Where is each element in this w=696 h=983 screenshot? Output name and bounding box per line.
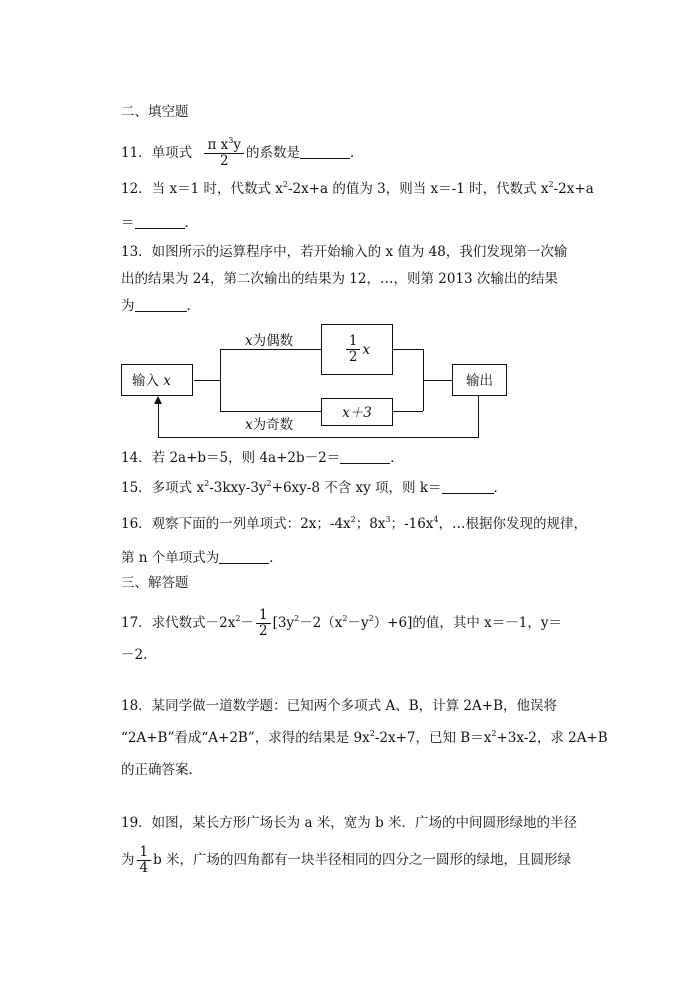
- section2-title: 二、填空题: [121, 104, 189, 120]
- question-13-line1: 13．如图所示的运算程序中，若开始输入的 x 值为 48，我们发现第一次输: [121, 244, 568, 260]
- half-box: $\frac{1}{2}$ x: [321, 324, 393, 375]
- answer-blank: [300, 144, 350, 159]
- even-label: x为偶数: [245, 333, 294, 349]
- question-19-line1: 19．如图，某长方形广场长为 a 米，宽为 b 米．广场的中间圆形绿地的半径: [121, 815, 578, 831]
- question-17-line2: －2.: [121, 647, 148, 663]
- answer-blank: [219, 549, 269, 564]
- wire-output-down: [478, 396, 479, 437]
- question-18-line2: “2A+B”看成“A+2B”，求得的结果是 $9x^2-2x+7$，已知 $B=x^2+3x-2$，求 2A+B: [121, 729, 608, 746]
- answer-blank: [442, 479, 494, 494]
- wire-left-vertical: [220, 349, 221, 411]
- plus3-box: x＋3: [321, 398, 393, 426]
- answer-blank: [340, 449, 390, 464]
- wire-input-right: [194, 380, 220, 381]
- question-17-line1: 17．求代数式$-2x^2-$ $\frac{1}{2}$ $[3y^2-2(x^2-y^2)+6]$的值，其中 x＝－1，y＝: [121, 607, 562, 639]
- wire-to-output: [423, 380, 452, 381]
- arrowhead-up: [154, 396, 162, 404]
- question-16-line2: 第 n 个单项式为 ．: [121, 550, 283, 566]
- question-18-line1: 18．某同学做一道数学题：已知两个多项式 A、B，计算 2A+B，他误将: [121, 698, 558, 714]
- question-11: 11．单项式 $\frac{\pi x^3y}{2}$ 的系数是 ．: [121, 136, 364, 169]
- wire-top-left: [220, 349, 321, 350]
- question-14: 14．若 2a+b＝5，则 4a+2b－2＝ ．: [121, 450, 404, 466]
- wire-top-right: [393, 349, 423, 350]
- wire-feedback-up: [158, 402, 159, 437]
- answer-blank: [135, 297, 187, 312]
- question-13-line3: 为 ．: [121, 298, 200, 314]
- question-19-line2: 为 $\frac{1}{4}$ b 米，广场的四角都有一块半径相同的四分之一圆形的绿地，且圆形绿: [121, 844, 572, 876]
- wire-bottom-left: [220, 411, 321, 412]
- section3-title: 三、解答题: [121, 575, 189, 591]
- question-12-line1: 12．当 x＝1 时，代数式 $x^2-2x+a$ 的值为 3，则当 x＝-1 时，代数式 $x^2-2x+a$: [121, 180, 594, 197]
- question-12-line2: ＝ ．: [121, 215, 198, 231]
- question-16-line1: 16．观察下面的一列单项式：2x；$-4x^2$；$8x^3$；$-16x^4$，…根据你发现的规律，: [121, 515, 587, 532]
- output-box: 输出: [452, 364, 507, 396]
- q11-fraction: $\frac{\pi x^3y}{2}$: [204, 138, 244, 169]
- question-13-line2: 出的结果为 24，第二次输出的结果为 12，…，则第 2013 次输出的结果: [121, 271, 558, 287]
- question-18-line3: 的正确答案.: [121, 762, 193, 778]
- answer-blank: [135, 214, 185, 229]
- wire-feedback: [158, 437, 479, 438]
- wire-bottom-right: [393, 411, 423, 412]
- odd-label: x为奇数: [245, 417, 294, 433]
- question-15: 15．多项式 $x^2-3kxy-3y^2+6xy-8$ 不含 xy 项，则 k＝ ．: [121, 479, 508, 496]
- input-box: 输入 x: [121, 364, 193, 396]
